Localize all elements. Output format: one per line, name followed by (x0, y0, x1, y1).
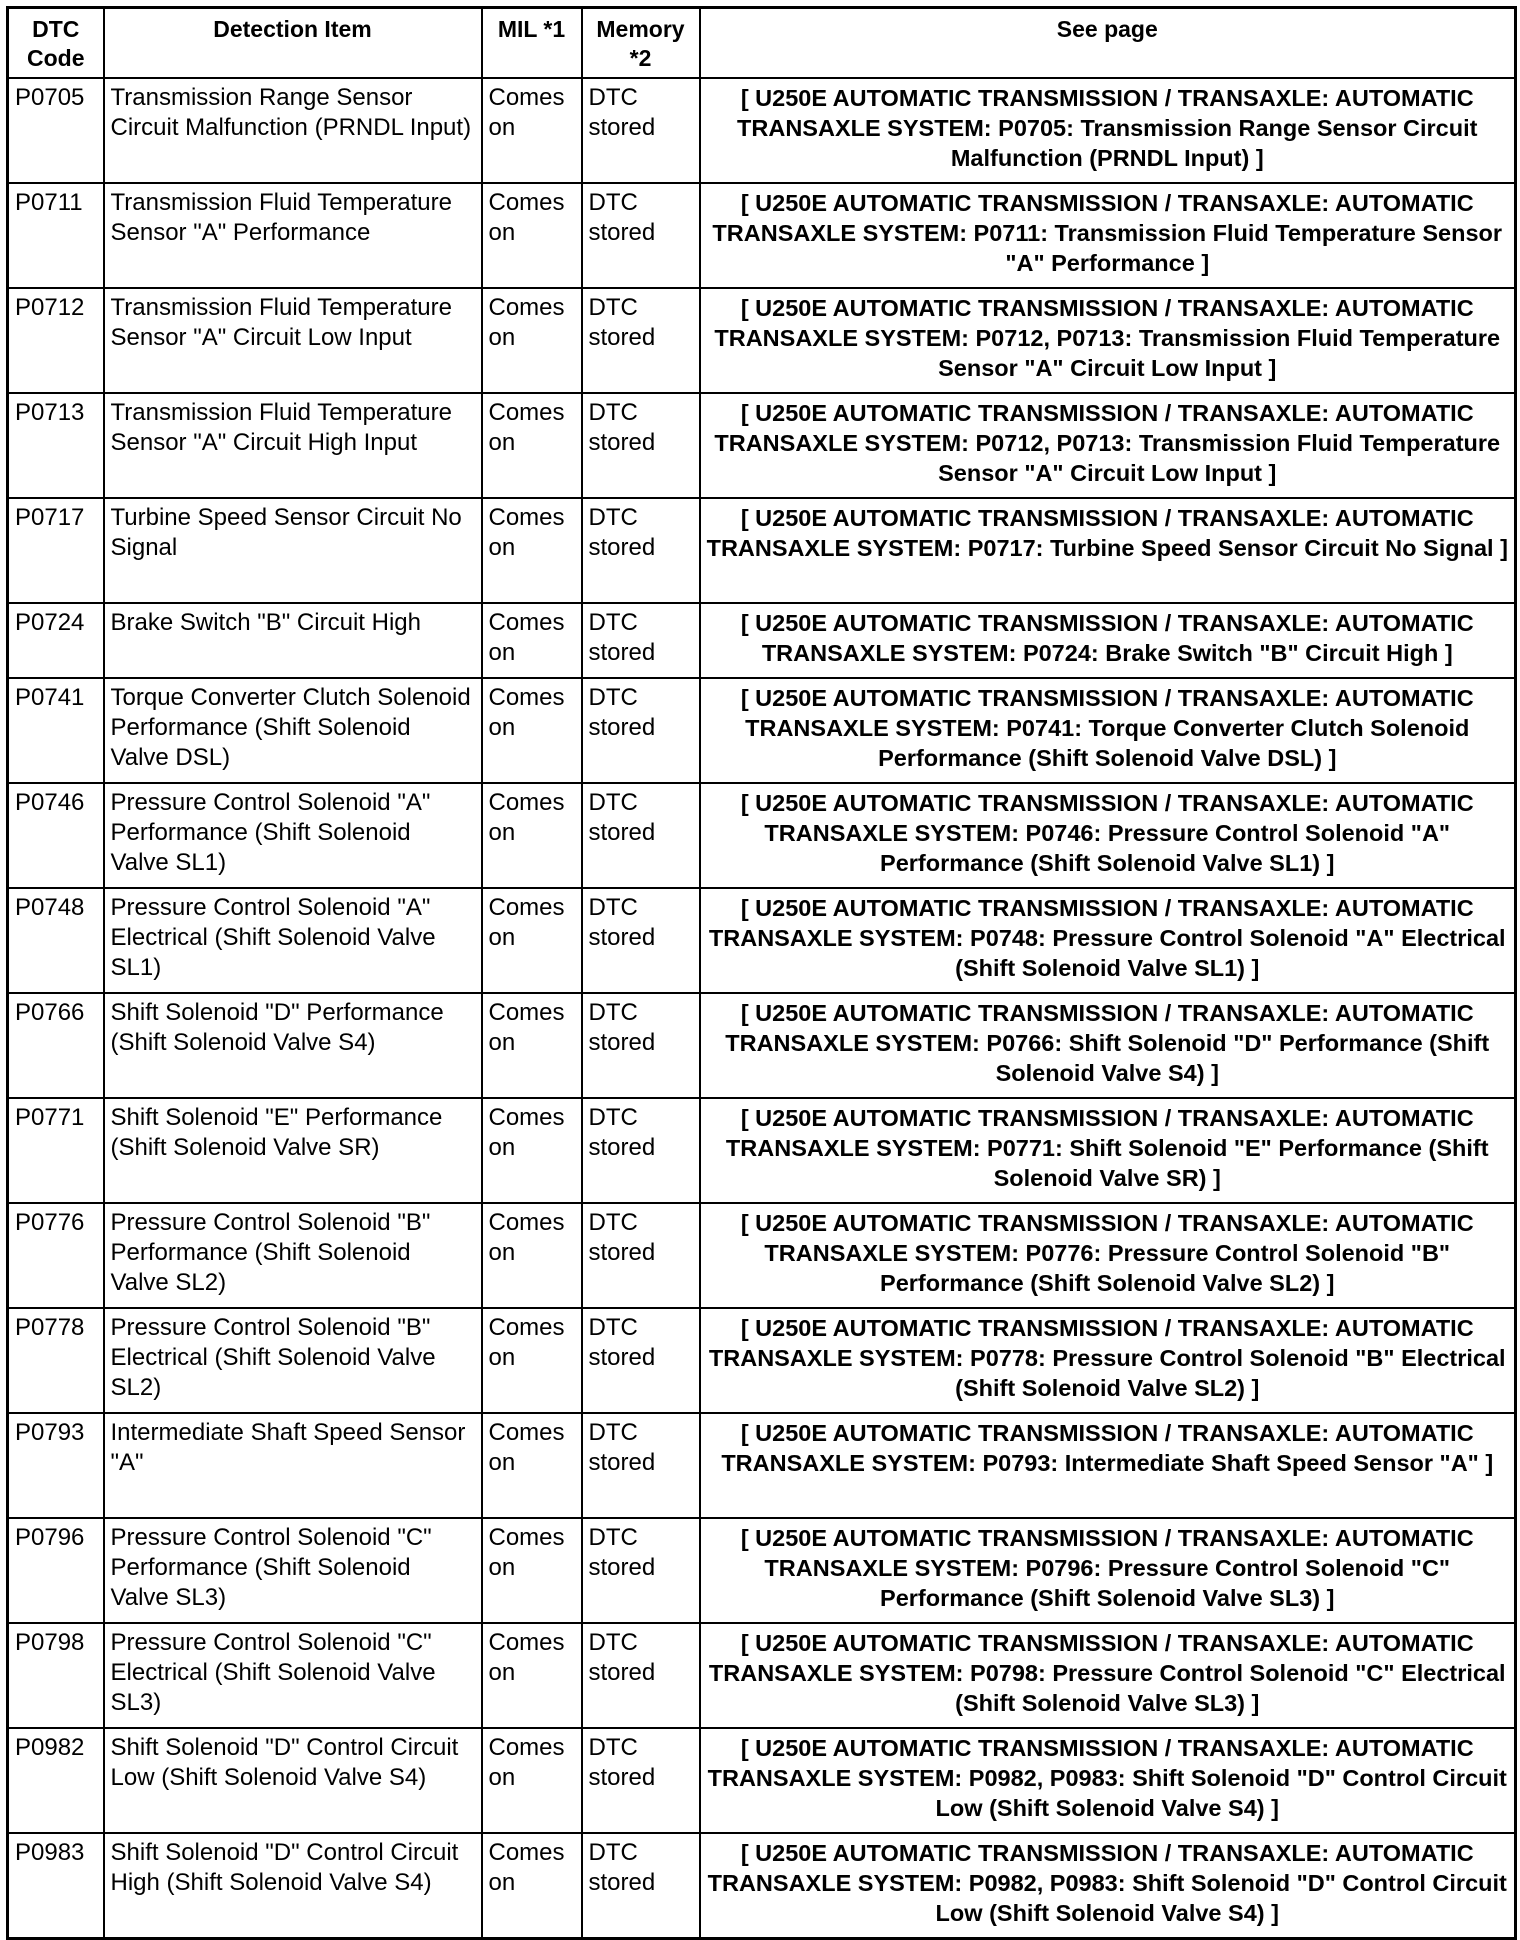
memory-cell: DTC stored (582, 678, 700, 783)
see-page-link[interactable]: [ U250E AUTOMATIC TRANSMISSION / TRANSAXLE: AUTOMATIC TRANSAXLE SYSTEM: P0746: Pressure Control Solenoid "A" Performance (Shift Solenoid Valve SL1) ] (700, 783, 1516, 888)
table-row (8, 1203, 1516, 1308)
see-page-link[interactable]: [ U250E AUTOMATIC TRANSMISSION / TRANSAXLE: AUTOMATIC TRANSAXLE SYSTEM: P0793: Intermediate Shaft Speed Sensor "A" ] (700, 1413, 1516, 1518)
memory-cell: DTC stored (582, 1623, 700, 1728)
see-page-link[interactable]: [ U250E AUTOMATIC TRANSMISSION / TRANSAXLE: AUTOMATIC TRANSAXLE SYSTEM: P0796: Pressure Control Solenoid "C" Performance (Shift Solenoid Valve SL3) ] (700, 1518, 1516, 1623)
mil-cell: Comes on (482, 288, 582, 393)
mil-cell: Comes on (482, 1728, 582, 1833)
mil-cell: Comes on (482, 183, 582, 288)
dtc-code-cell: P0766 (8, 993, 104, 1098)
dtc-code-cell: P0798 (8, 1623, 104, 1728)
memory-cell: DTC stored (582, 783, 700, 888)
memory-cell: DTC stored (582, 1518, 700, 1623)
memory-cell: DTC stored (582, 183, 700, 288)
detection-item-cell: Transmission Fluid Temperature Sensor "A" Circuit Low Input (104, 288, 482, 393)
dtc-table-container (6, 6, 1514, 1940)
dtc-code-cell: P0793 (8, 1413, 104, 1518)
see-page-link[interactable]: [ U250E AUTOMATIC TRANSMISSION / TRANSAXLE: AUTOMATIC TRANSAXLE SYSTEM: P0717: Turbine Speed Sensor Circuit No Signal ] (700, 498, 1516, 603)
table-row (8, 78, 1516, 183)
see-page-link[interactable]: [ U250E AUTOMATIC TRANSMISSION / TRANSAXLE: AUTOMATIC TRANSAXLE SYSTEM: P0712, P0713: Transmission Fluid Temperature Sensor "A" Circuit Low Input ] (700, 288, 1516, 393)
see-page-link[interactable]: [ U250E AUTOMATIC TRANSMISSION / TRANSAXLE: AUTOMATIC TRANSAXLE SYSTEM: P0771: Shift Solenoid "E" Performance (Shift Solenoid Valve SR) ] (700, 1098, 1516, 1203)
mil-cell: Comes on (482, 498, 582, 603)
memory-cell: DTC stored (582, 78, 700, 183)
table-row (8, 1413, 1516, 1518)
dtc-code-cell: P0705 (8, 78, 104, 183)
mil-cell: Comes on (482, 1308, 582, 1413)
detection-item-cell: Pressure Control Solenoid "C" Electrical (Shift Solenoid Valve SL3) (104, 1623, 482, 1728)
header-memory: Memory *2 (582, 8, 700, 79)
mil-cell: Comes on (482, 1518, 582, 1623)
detection-item-cell: Turbine Speed Sensor Circuit No Signal (104, 498, 482, 603)
see-page-link[interactable]: [ U250E AUTOMATIC TRANSMISSION / TRANSAXLE: AUTOMATIC TRANSAXLE SYSTEM: P0741: Torque Converter Clutch Solenoid Performance (Shift Solenoid Valve DSL) ] (700, 678, 1516, 783)
detection-item-cell: Shift Solenoid "D" Performance (Shift Solenoid Valve S4) (104, 993, 482, 1098)
header-mil: MIL *1 (482, 8, 582, 79)
dtc-code-cell: P0741 (8, 678, 104, 783)
dtc-code-cell: P0713 (8, 393, 104, 498)
see-page-link[interactable]: [ U250E AUTOMATIC TRANSMISSION / TRANSAXLE: AUTOMATIC TRANSAXLE SYSTEM: P0776: Pressure Control Solenoid "B" Performance (Shift Solenoid Valve SL2) ] (700, 1203, 1516, 1308)
see-page-link[interactable]: [ U250E AUTOMATIC TRANSMISSION / TRANSAXLE: AUTOMATIC TRANSAXLE SYSTEM: P0778: Pressure Control Solenoid "B" Electrical (Shift Solenoid Valve SL2) ] (700, 1308, 1516, 1413)
dtc-code-cell: P0711 (8, 183, 104, 288)
see-page-link[interactable]: [ U250E AUTOMATIC TRANSMISSION / TRANSAXLE: AUTOMATIC TRANSAXLE SYSTEM: P0982, P0983: Shift Solenoid "D" Control Circuit Low (Shift Solenoid Valve S4) ] (700, 1833, 1516, 1939)
memory-cell: DTC stored (582, 1308, 700, 1413)
memory-cell: DTC stored (582, 1413, 700, 1518)
memory-cell: DTC stored (582, 498, 700, 603)
dtc-code-cell: P0982 (8, 1728, 104, 1833)
dtc-code-cell: P0771 (8, 1098, 104, 1203)
see-page-link[interactable]: [ U250E AUTOMATIC TRANSMISSION / TRANSAXLE: AUTOMATIC TRANSAXLE SYSTEM: P0711: Transmission Fluid Temperature Sensor "A" Performance ] (700, 183, 1516, 288)
table-row (8, 993, 1516, 1098)
see-page-link[interactable]: [ U250E AUTOMATIC TRANSMISSION / TRANSAXLE: AUTOMATIC TRANSAXLE SYSTEM: P0982, P0983: Shift Solenoid "D" Control Circuit Low (Shift Solenoid Valve S4) ] (700, 1728, 1516, 1833)
memory-cell: DTC stored (582, 1203, 700, 1308)
detection-item-cell: Brake Switch "B" Circuit High (104, 603, 482, 678)
memory-cell: DTC stored (582, 888, 700, 993)
table-row (8, 1518, 1516, 1623)
memory-cell: DTC stored (582, 1833, 700, 1939)
see-page-link[interactable]: [ U250E AUTOMATIC TRANSMISSION / TRANSAXLE: AUTOMATIC TRANSAXLE SYSTEM: P0798: Pressure Control Solenoid "C" Electrical (Shift Solenoid Valve SL3) ] (700, 1623, 1516, 1728)
mil-cell: Comes on (482, 1413, 582, 1518)
table-row (8, 1098, 1516, 1203)
memory-cell: DTC stored (582, 1098, 700, 1203)
dtc-code-cell: P0748 (8, 888, 104, 993)
dtc-code-cell: P0776 (8, 1203, 104, 1308)
detection-item-cell: Pressure Control Solenoid "C" Performance (Shift Solenoid Valve SL3) (104, 1518, 482, 1623)
table-row (8, 783, 1516, 888)
table-row (8, 678, 1516, 783)
memory-cell: DTC stored (582, 993, 700, 1098)
memory-cell: DTC stored (582, 288, 700, 393)
detection-item-cell: Pressure Control Solenoid "A" Performance (Shift Solenoid Valve SL1) (104, 783, 482, 888)
mil-cell: Comes on (482, 678, 582, 783)
see-page-link[interactable]: [ U250E AUTOMATIC TRANSMISSION / TRANSAXLE: AUTOMATIC TRANSAXLE SYSTEM: P0705: Transmission Range Sensor Circuit Malfunction (PRNDL Input) ] (700, 78, 1516, 183)
table-row (8, 603, 1516, 678)
dtc-code-cell: P0717 (8, 498, 104, 603)
mil-cell: Comes on (482, 1833, 582, 1939)
table-row (8, 1728, 1516, 1833)
detection-item-cell: Shift Solenoid "D" Control Circuit Low (Shift Solenoid Valve S4) (104, 1728, 482, 1833)
dtc-code-cell: P0983 (8, 1833, 104, 1939)
detection-item-cell: Intermediate Shaft Speed Sensor "A" (104, 1413, 482, 1518)
detection-item-cell: Pressure Control Solenoid "B" Performance (Shift Solenoid Valve SL2) (104, 1203, 482, 1308)
header-dtc-code: DTC Code (8, 8, 104, 79)
table-row (8, 1623, 1516, 1728)
memory-cell: DTC stored (582, 393, 700, 498)
see-page-link[interactable]: [ U250E AUTOMATIC TRANSMISSION / TRANSAXLE: AUTOMATIC TRANSAXLE SYSTEM: P0766: Shift Solenoid "D" Performance (Shift Solenoid Valve S4) ] (700, 993, 1516, 1098)
header-detection-item: Detection Item (104, 8, 482, 79)
detection-item-cell: Shift Solenoid "D" Control Circuit High (Shift Solenoid Valve S4) (104, 1833, 482, 1939)
mil-cell: Comes on (482, 783, 582, 888)
table-row (8, 498, 1516, 603)
memory-cell: DTC stored (582, 1728, 700, 1833)
table-row (8, 1833, 1516, 1939)
dtc-code-cell: P0712 (8, 288, 104, 393)
table-row (8, 1308, 1516, 1413)
table-row (8, 183, 1516, 288)
dtc-code-cell: P0778 (8, 1308, 104, 1413)
dtc-code-cell: P0746 (8, 783, 104, 888)
detection-item-cell: Torque Converter Clutch Solenoid Performance (Shift Solenoid Valve DSL) (104, 678, 482, 783)
mil-cell: Comes on (482, 78, 582, 183)
mil-cell: Comes on (482, 888, 582, 993)
mil-cell: Comes on (482, 1098, 582, 1203)
memory-cell: DTC stored (582, 603, 700, 678)
table-row (8, 393, 1516, 498)
dtc-code-cell: P0724 (8, 603, 104, 678)
mil-cell: Comes on (482, 1623, 582, 1728)
detection-item-cell: Transmission Fluid Temperature Sensor "A" Performance (104, 183, 482, 288)
table-row (8, 888, 1516, 993)
mil-cell: Comes on (482, 993, 582, 1098)
detection-item-cell: Pressure Control Solenoid "B" Electrical (Shift Solenoid Valve SL2) (104, 1308, 482, 1413)
dtc-table (6, 6, 1517, 1940)
table-header-row (8, 8, 1516, 79)
see-page-link[interactable]: [ U250E AUTOMATIC TRANSMISSION / TRANSAXLE: AUTOMATIC TRANSAXLE SYSTEM: P0748: Pressure Control Solenoid "A" Electrical (Shift Solenoid Valve SL1) ] (700, 888, 1516, 993)
mil-cell: Comes on (482, 1203, 582, 1308)
dtc-code-cell: P0796 (8, 1518, 104, 1623)
see-page-link[interactable]: [ U250E AUTOMATIC TRANSMISSION / TRANSAXLE: AUTOMATIC TRANSAXLE SYSTEM: P0712, P0713: Transmission Fluid Temperature Sensor "A" Circuit Low Input ] (700, 393, 1516, 498)
table-row (8, 288, 1516, 393)
detection-item-cell: Transmission Range Sensor Circuit Malfunction (PRNDL Input) (104, 78, 482, 183)
mil-cell: Comes on (482, 393, 582, 498)
see-page-link[interactable]: [ U250E AUTOMATIC TRANSMISSION / TRANSAXLE: AUTOMATIC TRANSAXLE SYSTEM: P0724: Brake Switch "B" Circuit High ] (700, 603, 1516, 678)
header-see-page: See page (700, 8, 1516, 79)
detection-item-cell: Shift Solenoid "E" Performance (Shift Solenoid Valve SR) (104, 1098, 482, 1203)
detection-item-cell: Pressure Control Solenoid "A" Electrical (Shift Solenoid Valve SL1) (104, 888, 482, 993)
mil-cell: Comes on (482, 603, 582, 678)
detection-item-cell: Transmission Fluid Temperature Sensor "A" Circuit High Input (104, 393, 482, 498)
